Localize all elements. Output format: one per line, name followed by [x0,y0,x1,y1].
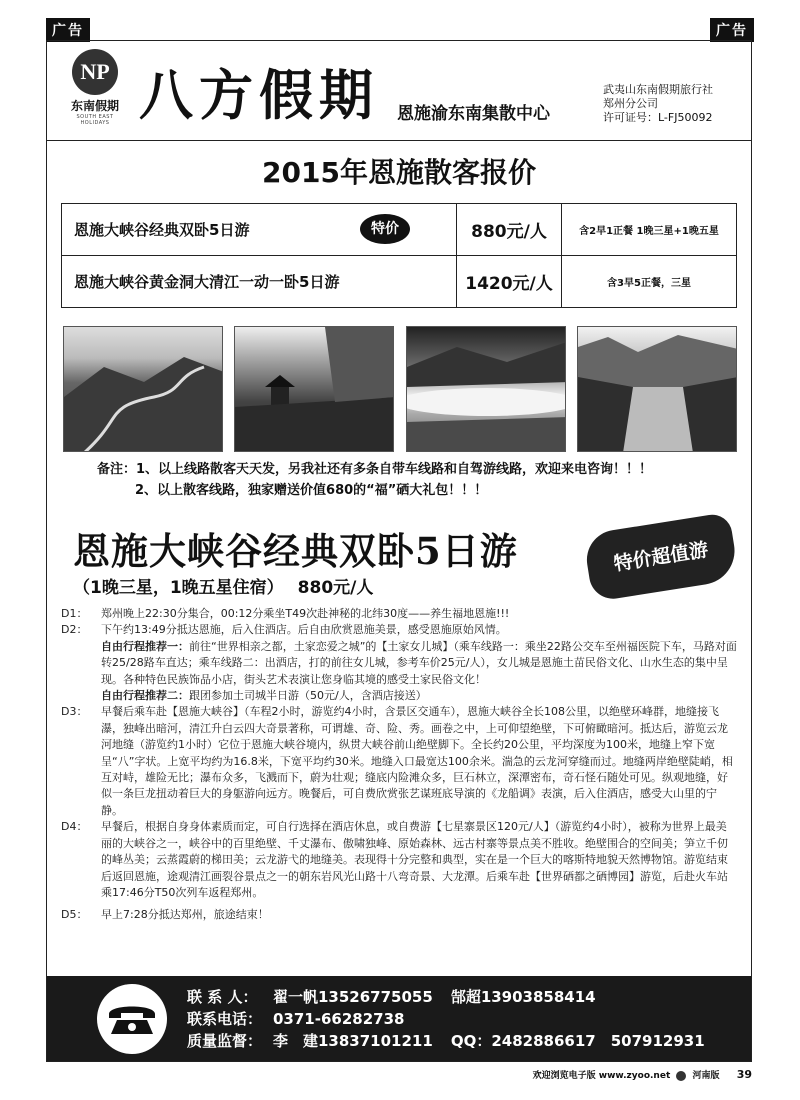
table-row [62,204,737,256]
brand-title: 八方假期 [139,63,379,127]
photo-pavilion-cliff [234,326,394,452]
agency-info [603,83,733,125]
phone-icon [97,984,167,1054]
agency-name: 武夷山东南假期旅行社 [603,83,713,96]
ad-label-right: 广告 [710,18,754,42]
contact-phone-line [187,1008,705,1030]
header [47,41,751,141]
logo-mark: NP [72,49,118,95]
quality-contact[interactable]: 李 建13837101211 [273,1032,433,1050]
contact-phone-label: 联系电话： [187,1010,263,1028]
contact-info [187,986,705,1052]
notes [97,459,652,501]
itinerary-day-2 [61,622,737,638]
day-text: 郑州晚上22:30分集合，00:12分乘坐T49次赴神秘的北纬30度——养生福地恩施!!! [101,607,510,620]
day-text: 早餐后，根据自身身体素质而定，可自行选择在酒店休息，或自费游【七星寨景区120元/人】（游览约4小时），被称为世界上最美丽的大峡谷之一，峡谷中的百里绝壁、千丈瀑布、傲啸独峰、原始森林、远古村寨等景点美不胜收。绝壁围合的空间美；笋立千仞的峰丛美；云蒸霞蔚的梯田美；云龙游弋的地缝美。表现得十分完整和典型，实在是一个巨大的喀斯特地貌天然博物馆。游览结束后返回恩施，途观清江画裂谷景点之一的朝东岩风光山路十八弯奇景、大龙潭。后乘车赴【世界硒都之硒博园】游览，后赴火车站乘17:46分T50次列车返程郑州。 [101,820,728,899]
qq-numbers[interactable]: 2482886617 507912931 [491,1032,705,1050]
tour-subheading [73,573,373,598]
itinerary [61,606,737,924]
day-label: D4： [61,820,88,834]
itinerary-day-3 [61,704,737,819]
tour-price-main: 880元/人 [297,578,374,598]
free-itinerary-1 [61,639,737,688]
advert-frame [46,40,752,1062]
day-label: D1： [61,607,88,620]
photo-mist-terraces [406,326,566,452]
photo-river-canyon [577,326,737,452]
tour-note: 含2早1正餐 1晚三星+1晚五星 [562,204,737,256]
itinerary-day-5 [61,907,737,923]
special-offer-stamp: 特价超值游 [583,512,740,602]
day-text: 早餐后乘车赴【恩施大峡谷】（车程2小时，游览约4小时，含景区交通车），恩施大峡谷全长108公里，以绝壁环峰群，地缝接飞瀑，独峰出暗河，清江升白云四大奇景著称，可谓雄、奇、险、秀。画卷之中，上可仰望绝壁，下可俯瞰暗河。抵达后，游览云龙河地缝（游览约1小时）它位于恩施大峡谷境内，纵贯大峡谷前山绝壁脚下。全长约20公里，平均深度为100米，地缝上窄下宽呈“八”字状。上宽平均约为16.8米，下宽平均约30米。地缝入口最宽达100余米。湍急的云龙河穿缝而过。地缝两岸绝壁陡峭，相互对峙，雄险无比；瀑布众多，飞溅而下，蔚为壮观；缝底内险滩众多，巨石林立，深潭密布，奇石怪石随处可见。纵观地缝，好似一条巨龙扭动着巨大的身躯游向远方。晚餐后，可自费欣赏张艺谋班底导演的《龙船调》表演，后入住酒店，感受大山里的宁静。 [101,705,733,817]
tour-heading: 恩施大峡谷经典双卧5日游 [73,529,518,573]
page-number: 39 [736,1068,752,1081]
quality-line [187,1030,705,1052]
contact-person-2[interactable]: 郜超13903858414 [450,988,596,1006]
photo-mountain-road [63,326,223,452]
special-badge: 特价 [360,214,410,244]
recommend-title: 自由行程推荐一： [101,639,189,653]
day-label: D2： [61,623,88,637]
contact-person[interactable]: 翟一帆13526775055 [273,988,433,1006]
agency-branch: 郑州分公司 [603,97,658,110]
accommodation-info: （1晚三星，1晚五星住宿） [73,578,284,598]
day-label: D5： [61,908,88,922]
price-table [61,203,737,308]
footer-edition: 河南版 [692,1071,720,1081]
itinerary-day-4 [61,819,737,901]
recommend-text: 前往“世界相亲之都，土家恋爱之城”的【土家女儿城】（乘车线路一：乘坐22路公交车至州福医院下车，马路对面转25/28路车直达；乘车线路二：出酒店，打的前往女儿城，参考车价25元/人），女儿城是恩施土苗民俗文化、山水生态的集中呈现。各种特色民族饰品小店，街头艺术表演让您身临其境的感受土家民俗文化！ [101,639,737,686]
tour-name: 恩施大峡谷黄金洞大清江一动一卧5日游 [74,273,340,291]
tour-name: 恩施大峡谷经典双卧5日游 [74,221,250,239]
recommend-title: 自由行程推荐二： [101,689,189,703]
footer-logo-icon [676,1071,686,1081]
scenery-photos [63,326,737,452]
tour-price: 1420元/人 [457,256,562,308]
recommend-text: 跟团参加土司城半日游（50元/人，含酒店接送） [189,689,427,703]
free-itinerary-2 [61,688,737,704]
itinerary-day-1 [61,606,737,622]
page-footer [533,1068,752,1081]
license-number: 许可证号：L-FJ50092 [603,111,713,124]
note-line-1: 备注：1、以上线路散客天天发，另我社还有多条自带车线路和自驾游线路，欢迎来电咨询！！！ [97,462,653,477]
logo-name: 东南假期 [70,99,119,113]
contact-person-line [187,986,705,1008]
tour-name-cell [62,256,457,308]
brand-subtitle: 恩施渝东南集散中心 [397,104,550,124]
quality-label: 质量监督： [187,1032,263,1050]
contact-phone[interactable]: 0371-66282738 [273,1010,405,1028]
page-title: 2015年恩施散客报价 [262,156,536,189]
tour-note: 含3早5正餐，三星 [562,256,737,308]
logo-subtitle: SOUTH EAST HOLIDAYS [76,114,114,126]
footer-website[interactable]: 欢迎浏览电子版 www.zyoo.net [532,1071,671,1081]
tour-name-cell [62,204,457,256]
day-text: 早上7:28分抵达郑州，旅途结束！ [101,908,269,922]
qq-label: QQ： [450,1032,492,1050]
company-logo [65,49,125,135]
ad-label-left: 广告 [46,18,90,42]
day-text: 下午约13:49分抵达恩施，后入住酒店。后自由欣赏恩施美景，感受恩施原始风情。 [101,623,507,637]
note-line-2: 2、以上散客线路，独家赠送价值680的“福”硒大礼包！！！ [135,483,488,498]
table-row [62,256,737,308]
contact-person-label: 联 系 人： [187,988,258,1006]
contact-bar [47,976,751,1061]
day-label: D3： [61,705,88,719]
tour-price: 880元/人 [457,204,562,256]
